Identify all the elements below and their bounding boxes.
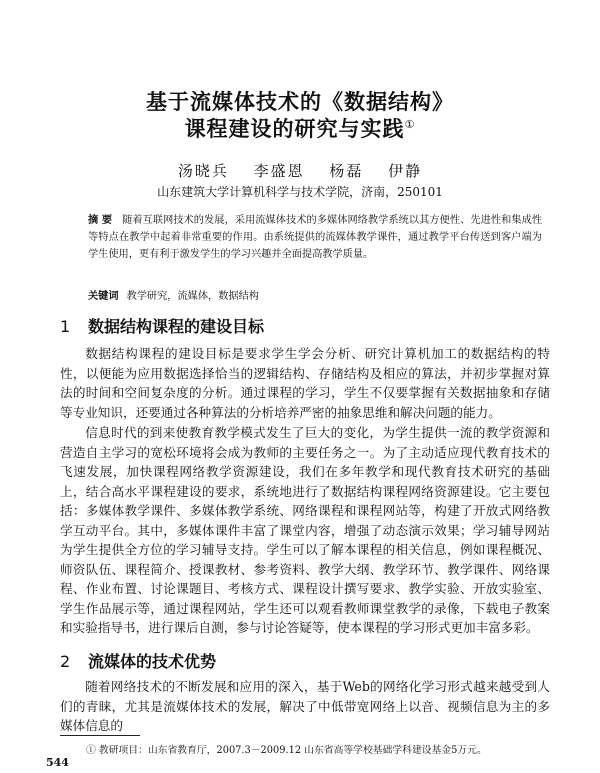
paper-title-line1 [0,86,600,116]
affiliation: 山东建筑大学计算机科学与技术学院，济南，250101 [157,185,443,199]
section-1-paragraph-1: 数据结构课程的建设目标是要求学生学会分析、研究计算机加工的数据结构的特性，以便能为应用数据选择恰当的逻辑结构、存储结构及相应的算法，并初步掌握对算法的时间和空间复杂度的分析。通过课程的学习，学生不仅要掌握有关数据抽象和存储等专业知识，还要通过各种算法的分析培养严密的抽象思维和解决问题的能力。 [60,346,550,420]
abstract-text: 随着互联网技术的发展，采用流媒体技术的多媒体网络教学系统以其方便性、先进性和集成性等特点在教学中起着非常重要的作用。由系统提供的流媒体教学课件，通过教学平台传送到客户端为学生使用，更有利于激发学生的学习兴趣并全面提高教学质量。 [88,215,543,260]
abstract-label: 摘 要 [88,214,113,226]
section-1-heading [60,314,264,337]
section-2-number: 2 [60,652,71,671]
paper-title-line2 [0,113,600,143]
keywords [88,287,542,302]
title-text-2: 课程建设的研究与实践 [184,117,405,141]
section-2-title: 流媒体的技术优势 [88,652,217,671]
keywords-text: 教学研究，流媒体，数据结构 [126,291,259,302]
title-footnote-mark: ① [404,118,416,131]
section-1-paragraph-2: 信息时代的到来使教育教学模式发生了巨大的变化，为学生提供一流的教学资源和营造自主学习的宽松环境将会成为教师的主要任务之一。为了主动适应现代教育技术的飞速发展，加快课程网络教学资源建设，我们在多年教学和现代教育技术研究的基础上，结合高水平课程建设的要求，系统地进行了数据结构课程网络资源建设。它主要包括：多媒体教学课件、多媒体教学系统、网络课程和课程网站等，构建了开放式网络教学互动平台。其中，多媒体课件丰富了课堂内容，增强了动态演示效果；学习辅导网站为学生提供全方位的学习辅导支持。学生可以了解本课程的相关信息，例如课程概况、师资队伍、课程简介、授课教材、参考资料、教学大纲、教学环节、教学课件、网络课程、作业布置、讨论课题目、考核方式、课程设计撰写要求、教学实验、开放实验室、学生作品展示等，通过课程网站，学生还可以观看教师课堂教学的录像，下载电子教案和实验指导书，进行课后自测，参与讨论答疑等，使本课程的学习形式更加丰富多彩。 [60,425,550,635]
authors: 汤晓兵 李盛恩 杨磊 伊静 [177,162,423,180]
section-2-heading [60,649,216,672]
section-1-title: 数据结构课程的建设目标 [88,317,265,336]
footnote-divider [60,735,140,736]
abstract [88,212,542,263]
footnote: ① 教研项目：山东省教育厅，2007.3－2009.12 山东省高等学校基础学科建设基金5万元。 [86,745,487,756]
page-number: 544 [46,756,69,769]
keywords-label: 关键词 [88,290,119,302]
section-1-number: 1 [60,317,71,336]
section-2-paragraph-1: 随着网络技术的不断发展和应用的深入，基于Web的网络化学习形式越来越受到人们的青睐，尤其是流媒体技术的发展，解决了中低带宽网络上以音、视频信息为主的多媒体信息的 [60,679,550,733]
title-text-1: 基于流媒体技术的《数据结构》 [146,90,454,114]
